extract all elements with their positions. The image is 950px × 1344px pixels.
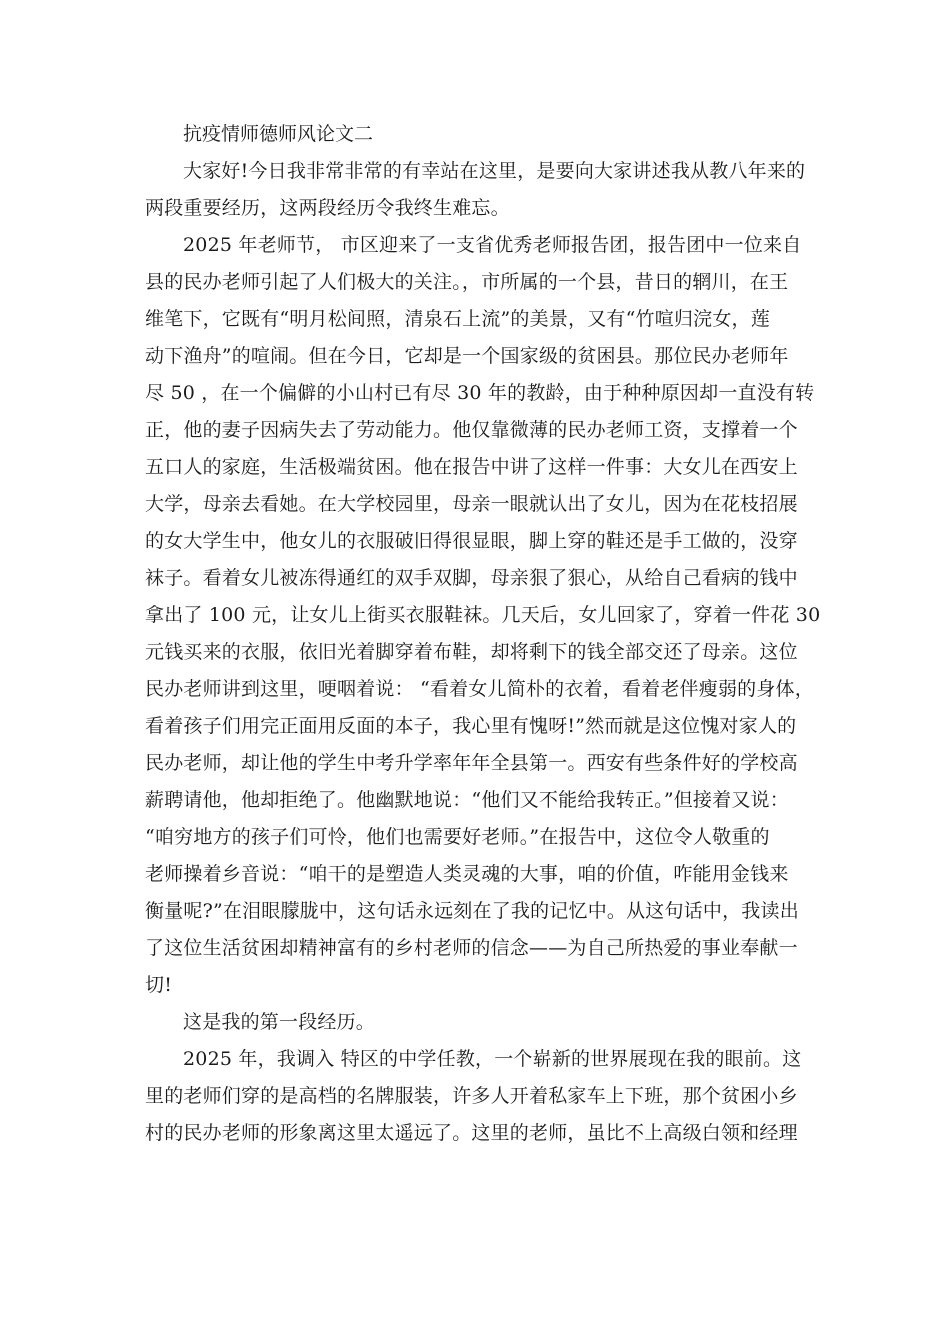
paragraph-line: 薪聘请他，他却拒绝了。他幽默地说：“他们又不能给我转正。”但接着又说： [145,789,789,811]
paragraph-line: 两段重要经历，这两段经历令我终生难忘。 [145,197,510,219]
paragraph-line: 尽 50 ，在一个偏僻的小山村已有尽 30 年的教龄，由于种种原因却一直没有转 [145,382,815,404]
paragraph-line: 的女大学生中，他女儿的衣服破旧得很显眼，脚上穿的鞋还是手工做的，没穿 [145,530,798,552]
document-title: 抗疫情师德师风论文二 [183,123,374,145]
paragraph-line: 切! [145,974,173,996]
paragraph-line: 大学，母亲去看她。在大学校园里，母亲一眼就认出了女儿，因为在花枝招展 [145,493,798,515]
paragraph-line: 老师操着乡音说：“咱干的是塑造人类灵魂的大事，咱的价值，咋能用金钱来 [145,863,789,885]
paragraph-line: 元钱买来的衣服，依旧光着脚穿着布鞋，却将剩下的钱全部交还了母亲。这位 [145,641,798,663]
paragraph-line: 看着孩子们用完正面用反面的本子，我心里有愧呀!”然而就是这位愧对家人的 [145,715,797,737]
paragraph-line: 这是我的第一段经历。 [183,1011,376,1033]
paragraph-line: 县的民办老师引起了人们极大的关注。，市所属的一个县，昔日的辋川，在王 [145,271,789,293]
paragraph-line: 2025 年老师节， 市区迎来了一支省优秀老师报告团，报告团中一位来自 [183,234,802,256]
paragraph-line: 了这位生活贫困却精神富有的乡村老师的信念——为自己所热爱的事业奉献一 [145,937,798,959]
paragraph-line: 动下渔舟”的喧闹。但在今日，它却是一个国家级的贫困县。那位民办老师年 [145,345,789,367]
paragraph-line: 维笔下，它既有“明月松间照，清泉石上流”的美景，又有“竹喧归浣女，莲 [145,308,770,330]
paragraph-line: “咱穷地方的孩子们可怜，他们也需要好老师。”在报告中，这位令人敬重的 [145,826,770,848]
paragraph-line: 民办老师讲到这里，哽咽着说： “看着女儿简朴的衣着，看着老伴瘦弱的身体， [145,678,814,700]
paragraph-line: 大家好!今日我非常非常的有幸站在这里，是要向大家讲述我从教八年来的 [183,160,806,182]
paragraph-line: 衡量呢?”在泪眼朦胧中，这句话永远刻在了我的记忆中。从这句话中，我读出 [145,900,799,922]
paragraph-line: 2025 年，我调入 特区的中学任教，一个崭新的世界展现在我的眼前。这 [183,1048,802,1070]
paragraph-line: 正，他的妻子因病失去了劳动能力。他仅靠微薄的民办老师工资，支撑着一个 [145,419,798,441]
paragraph-line: 五口人的家庭，生活极端贫困。他在报告中讲了这样一件事：大女儿在西安上 [145,456,798,478]
paragraph-line: 里的老师们穿的是高档的名牌服装，许多人开着私家车上下班，那个贫困小乡 [145,1085,798,1107]
paragraph-line: 村的民办老师的形象离这里太遥远了。这里的老师，虽比不上高级白领和经理 [145,1122,798,1144]
paragraph-line: 袜子。看着女儿被冻得通红的双手双脚，母亲狠了狠心，从给自己看病的钱中 [145,567,798,589]
paragraph-line: 民办老师，却让他的学生中考升学率年年全县第一。西安有些条件好的学校高 [145,752,798,774]
paragraph-line: 拿出了 100 元，让女儿上街买衣服鞋袜。几天后，女儿回家了，穿着一件花 30 [145,604,821,626]
